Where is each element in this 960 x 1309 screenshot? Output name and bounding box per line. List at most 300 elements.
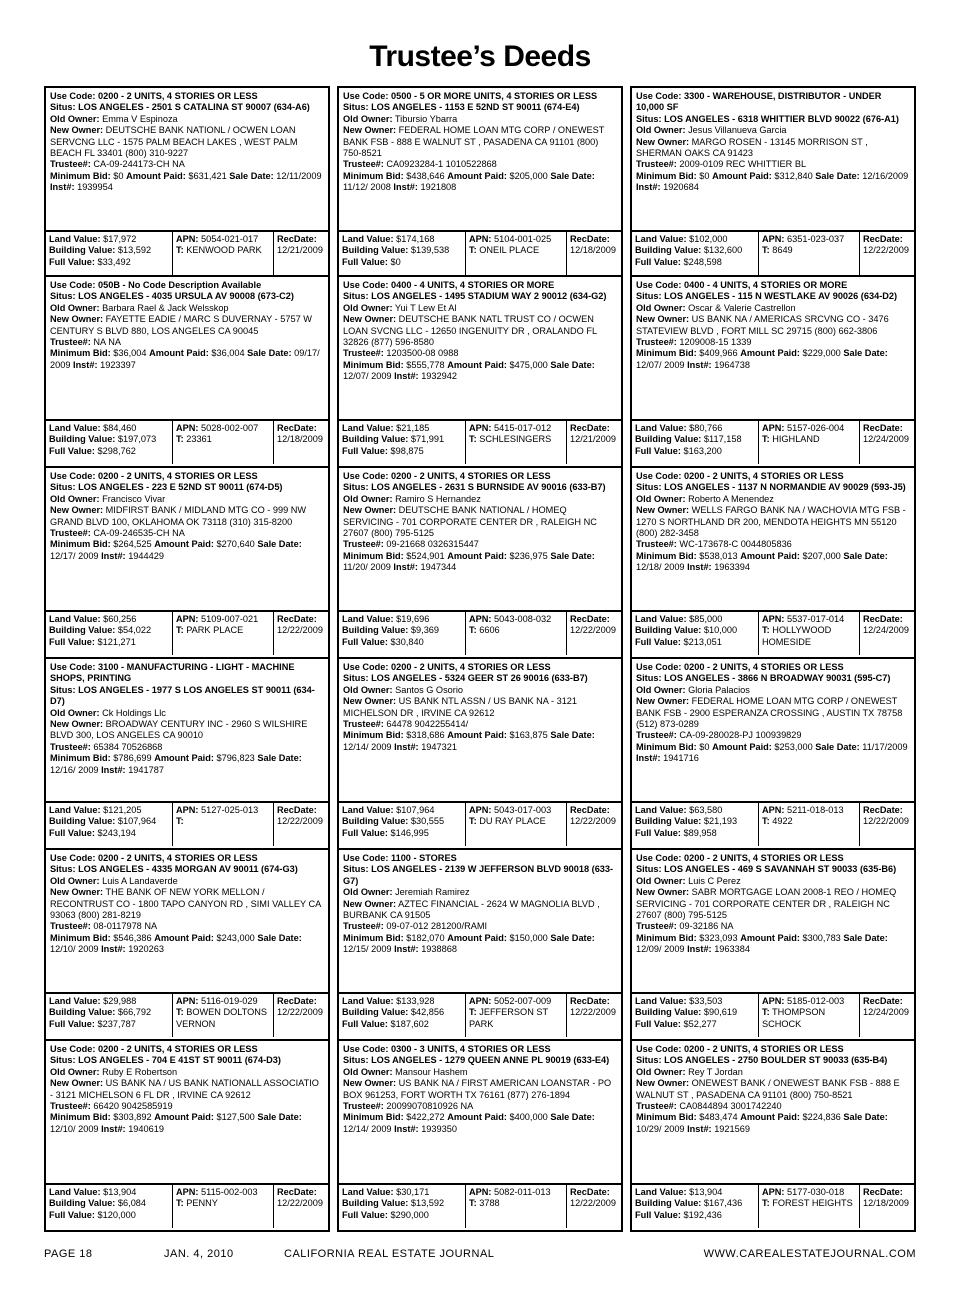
deed-record-values — [632, 803, 914, 846]
old-owner-label: Old Owner: — [636, 684, 686, 695]
use-code: Use Code: 0200 - 2 UNITS, 4 STORIES OR LESS — [50, 853, 258, 863]
amount-paid: $224,836 — [802, 1112, 841, 1123]
old-owner-label: Old Owner: — [343, 887, 393, 898]
recdate-label: RecDate: — [863, 805, 903, 815]
situs: Situs: LOS ANGELES - 704 E 41ST ST 90011 (674-D3) — [50, 1055, 281, 1066]
building-value-label: Building Value: — [342, 434, 409, 445]
inst-label: Inst#: — [636, 182, 661, 193]
trustee-line — [50, 528, 324, 539]
inst-label: Inst#: — [73, 359, 98, 370]
building-value: $167,436 — [703, 1198, 743, 1209]
old-owner: Yui T Lew Et Al — [394, 302, 457, 313]
new-owner-line — [636, 505, 910, 539]
apn-label: APN: — [762, 1187, 785, 1197]
amount-paid-label: Amount Paid: — [154, 753, 214, 764]
inst-number: 1941787 — [128, 764, 164, 775]
recdate-label: RecDate: — [570, 234, 610, 244]
deed-record-details — [632, 277, 914, 421]
amount-paid: $243,000 — [216, 932, 255, 943]
min-bid: $438,646 — [406, 170, 445, 181]
records-column — [337, 86, 623, 1234]
sale-date-label: Sale Date: — [843, 1112, 888, 1123]
sale-date-label: Sale Date: — [550, 359, 595, 370]
old-owner-line — [636, 494, 910, 505]
land-value: $29,988 — [103, 996, 137, 1006]
amount-paid-label: Amount Paid: — [447, 359, 507, 370]
deed-record-values — [46, 994, 328, 1037]
deed-record — [337, 1041, 623, 1232]
amount-paid-label: Amount Paid: — [447, 730, 507, 741]
new-owner-label: New Owner: — [343, 505, 397, 516]
footer-publication: CALIFORNIA REAL ESTATE JOURNAL — [284, 1248, 495, 1260]
tract: DU RAY PLACE — [479, 816, 546, 827]
old-owner-label: Old Owner: — [343, 113, 393, 124]
amount-paid-label: Amount Paid: — [740, 550, 800, 561]
full-value: $213,051 — [683, 636, 722, 647]
deed-record-details — [46, 277, 328, 421]
land-value: $60,256 — [103, 614, 137, 624]
inst-number: 1947321 — [421, 741, 457, 752]
apn-cell — [172, 232, 273, 275]
apn-label: APN: — [176, 996, 199, 1006]
tract-label: T: — [176, 1007, 184, 1018]
old-owner-label: Old Owner: — [50, 113, 100, 124]
tract: SCHLESINGERS — [479, 434, 552, 445]
old-owner-label: Old Owner: — [636, 875, 686, 886]
new-owner-label: New Owner: — [636, 696, 690, 707]
apn: 5115-002-003 — [201, 1187, 258, 1197]
land-value-label: Land Value: — [49, 805, 101, 815]
new-owner-label: New Owner: — [343, 125, 397, 136]
deed-record-details — [632, 659, 914, 803]
min-bid-label: Minimum Bid: — [50, 348, 111, 359]
old-owner: Francisco Vivar — [102, 493, 166, 504]
new-owner-line — [50, 125, 324, 159]
building-value-label: Building Value: — [635, 1007, 702, 1018]
new-owner-label: New Owner: — [343, 314, 397, 325]
full-value-label: Full Value: — [635, 1018, 681, 1029]
deed-record — [337, 850, 623, 1041]
apn: 5537-017-014 — [787, 614, 845, 624]
min-bid: $0 — [699, 170, 710, 181]
recdate-label: RecDate: — [277, 234, 317, 244]
apn-cell — [758, 232, 859, 275]
new-owner: US BANK NA / US BANK NATIONALL ASSOCIATIO - 3121 MICHELSON 6 FL DR , IRVINE CA 92612 — [50, 1078, 319, 1100]
tract: 8649 — [772, 245, 793, 256]
trustee-line — [343, 159, 617, 170]
amount-paid: $475,000 — [509, 359, 548, 370]
tract-label: T: — [762, 816, 770, 827]
deed-record-values — [339, 612, 621, 655]
recdate-cell — [566, 1185, 621, 1228]
sale-date-label: Sale Date: — [843, 932, 888, 943]
land-value: $17,972 — [103, 234, 137, 244]
old-owner-line — [636, 1067, 910, 1078]
bid-line — [636, 348, 910, 371]
trustee-label: Trustee#: — [343, 1101, 384, 1112]
sale-date-label: Sale Date: — [815, 741, 860, 752]
deed-record — [44, 277, 330, 468]
tract: THOMPSON SCHOCK — [762, 1007, 826, 1029]
apn-cell — [758, 994, 859, 1037]
trustee-line — [50, 159, 324, 170]
amount-paid-label: Amount Paid: — [154, 932, 214, 943]
full-value: $290,000 — [390, 1209, 429, 1220]
tract-label: T: — [762, 625, 770, 636]
situs: Situs: LOS ANGELES - 1279 QUEEN ANNE PL 90019 (633-E4) — [343, 1055, 610, 1066]
sale-date-label: Sale Date: — [247, 348, 292, 359]
min-bid-label: Minimum Bid: — [343, 170, 404, 181]
inst-number: 1939350 — [421, 1123, 457, 1134]
old-owner: Ck Holdings Llc — [102, 707, 166, 718]
amount-paid: $236,975 — [509, 550, 548, 561]
land-value-label: Land Value: — [49, 614, 101, 624]
trustee-number: 08-0117978 NA — [93, 921, 158, 932]
recdate-label: RecDate: — [570, 423, 610, 433]
situs: Situs: LOS ANGELES - 3866 N BROADWAY 90031 (595-C7) — [636, 673, 891, 684]
tract-label: T: — [176, 625, 184, 636]
situs: Situs: LOS ANGELES - 2501 S CATALINA ST 90007 (634-A6) — [50, 102, 310, 113]
trustee-number: 1203500-08 0988 — [386, 348, 459, 359]
inst-number: 1920684 — [663, 182, 699, 193]
inst-number: 1944429 — [128, 550, 164, 561]
apn-cell — [465, 1185, 566, 1228]
land-value-label: Land Value: — [49, 996, 101, 1006]
old-owner: Mansour Hashem — [395, 1066, 468, 1077]
values-cell — [46, 612, 172, 655]
deed-record-details — [46, 1041, 328, 1185]
new-owner-line — [343, 1078, 617, 1101]
use-code: Use Code: 050B - No Code Description Available — [50, 280, 262, 290]
full-value-label: Full Value: — [342, 636, 388, 647]
building-value-label: Building Value: — [342, 1198, 409, 1209]
sale-date-label: Sale Date: — [550, 932, 595, 943]
trustee-number: 20099070810926 NA — [386, 1101, 474, 1112]
old-owner-label: Old Owner: — [636, 1066, 686, 1077]
full-value: $248,598 — [683, 256, 722, 267]
recdate: 12/21/2009 — [277, 245, 323, 256]
bid-line — [50, 753, 324, 776]
trustee-label: Trustee#: — [343, 348, 384, 359]
deed-record — [337, 277, 623, 468]
recdate-cell — [273, 612, 328, 655]
deed-record — [44, 1041, 330, 1232]
trustee-label: Trustee#: — [636, 159, 677, 170]
old-owner-label: Old Owner: — [343, 1066, 393, 1077]
values-cell — [339, 612, 465, 655]
footer-page-number: PAGE 18 — [44, 1248, 93, 1260]
amount-paid-label: Amount Paid: — [154, 1112, 214, 1123]
trustee-label: Trustee#: — [636, 921, 677, 932]
values-cell — [632, 994, 758, 1037]
recdate: 12/22/2009 — [570, 1198, 616, 1209]
trustee-line — [636, 337, 910, 348]
use-code: Use Code: 0200 - 2 UNITS, 4 STORIES OR LESS — [50, 1044, 258, 1054]
recdate: 12/18/2009 — [863, 1198, 909, 1209]
new-owner-label: New Owner: — [343, 898, 397, 909]
old-owner: Roberto A Menendez — [688, 493, 774, 504]
trustee-line — [50, 337, 324, 348]
amount-paid-label: Amount Paid: — [154, 539, 214, 550]
recdate: 12/22/2009 — [277, 1007, 323, 1018]
values-cell — [46, 994, 172, 1037]
amount-paid-label: Amount Paid: — [740, 1112, 800, 1123]
inst-label: Inst#: — [393, 562, 418, 573]
min-bid: $264,525 — [113, 539, 152, 550]
tract: PARK PLACE — [186, 625, 244, 636]
building-value: $10,000 — [703, 625, 738, 636]
inst-number: 1938868 — [421, 944, 457, 955]
old-owner: Rey T Jordan — [688, 1066, 743, 1077]
min-bid-label: Minimum Bid: — [343, 359, 404, 370]
old-owner: Jesus Villanueva Garcia — [688, 125, 787, 136]
building-value-label: Building Value: — [49, 1007, 116, 1018]
recdate: 12/22/2009 — [277, 816, 323, 827]
land-value: $30,171 — [396, 1187, 430, 1197]
tract-label: T: — [469, 245, 477, 256]
sale-date: 11/20/ 2009 — [343, 562, 391, 573]
bid-line — [636, 1112, 910, 1135]
building-value: $21,193 — [703, 816, 738, 827]
trustee-label: Trustee#: — [343, 159, 384, 170]
use-code: Use Code: 0400 - 4 UNITS, 4 STORIES OR MORE — [636, 280, 848, 290]
use-code: Use Code: 0200 - 2 UNITS, 4 STORIES OR LESS — [50, 91, 258, 101]
inst-label: Inst#: — [101, 1123, 126, 1134]
amount-paid: $796,823 — [216, 753, 255, 764]
deed-record — [44, 468, 330, 659]
deed-record — [337, 659, 623, 850]
recdate-label: RecDate: — [570, 805, 610, 815]
building-value-label: Building Value: — [49, 625, 116, 636]
min-bid-label: Minimum Bid: — [50, 170, 111, 181]
apn-label: APN: — [176, 805, 199, 815]
apn-label: APN: — [762, 234, 785, 244]
old-owner-label: Old Owner: — [50, 1066, 100, 1077]
land-value-label: Land Value: — [635, 234, 687, 244]
land-value-label: Land Value: — [49, 234, 101, 244]
values-cell — [632, 232, 758, 275]
building-value: $197,073 — [117, 434, 157, 445]
records-column — [44, 86, 330, 1234]
trustee-line — [50, 742, 324, 753]
min-bid: $323,093 — [699, 932, 738, 943]
sale-date: 12/16/2009 — [862, 170, 909, 181]
tract: JEFFERSON ST PARK — [469, 1007, 548, 1029]
recdate-label: RecDate: — [863, 234, 903, 244]
inst-number: 1947344 — [420, 562, 457, 573]
land-value: $13,904 — [103, 1187, 137, 1197]
sale-date: 12/10/ 2009 — [50, 1123, 99, 1134]
apn: 5211-018-013 — [787, 805, 844, 815]
sale-date-label: Sale Date: — [550, 1112, 595, 1123]
situs: Situs: LOS ANGELES - 2631 S BURNSIDE AV 90016 (633-B7) — [343, 482, 606, 493]
footer-date: JAN. 4, 2010 — [164, 1248, 234, 1260]
deed-record-details — [46, 88, 328, 232]
land-value-label: Land Value: — [342, 234, 394, 244]
sale-date: 12/07/ 2009 — [636, 359, 685, 370]
new-owner: FEDERAL HOME LOAN MTG CORP / ONEWEST BANK FSB - 888 E WALNUT ST , PASADENA CA 91101 (800) 750-8521 — [343, 125, 605, 159]
new-owner-label: New Owner: — [636, 314, 690, 325]
new-owner-label: New Owner: — [50, 314, 104, 325]
situs: Situs: LOS ANGELES - 6318 WHITTIER BLVD 90022 (676-A1) — [636, 113, 899, 124]
recdate: 12/18/2009 — [277, 434, 323, 445]
land-value: $33,503 — [689, 996, 723, 1006]
sale-date-label: Sale Date: — [257, 539, 302, 550]
tract-label: T: — [469, 816, 477, 827]
land-value-label: Land Value: — [635, 614, 687, 624]
min-bid: $422,272 — [406, 1112, 445, 1123]
apn: 5043-008-032 — [494, 614, 552, 624]
min-bid: $303,892 — [113, 1112, 152, 1123]
tract-label: T: — [762, 1007, 770, 1018]
trustee-number: 09-32186 NA — [679, 921, 734, 932]
values-cell — [339, 1185, 465, 1228]
deed-record-values — [46, 803, 328, 846]
recdate-cell — [273, 421, 328, 464]
trustee-label: Trustee#: — [636, 539, 677, 550]
bid-line — [636, 742, 910, 765]
recdate: 12/22/2009 — [863, 245, 909, 256]
recdate: 12/22/2009 — [277, 625, 323, 636]
min-bid-label: Minimum Bid: — [636, 170, 697, 181]
recdate: 12/22/2009 — [277, 1198, 323, 1209]
trustee-label: Trustee#: — [343, 539, 384, 550]
recdate-cell — [273, 1185, 328, 1228]
amount-paid-label: Amount Paid: — [447, 932, 507, 943]
new-owner: BROADWAY CENTURY INC - 2960 S WILSHIRE BLVD 300, LOS ANGELES CA 90010 — [50, 719, 308, 741]
apn-cell — [465, 803, 566, 846]
full-value: $33,492 — [97, 256, 131, 267]
full-value: $163,200 — [683, 445, 722, 456]
trustee-label: Trustee#: — [50, 741, 91, 752]
old-owner-label: Old Owner: — [343, 302, 393, 313]
bid-line — [50, 1112, 324, 1135]
apn-label: APN: — [176, 614, 199, 624]
inst-label: Inst#: — [687, 359, 712, 370]
land-value-label: Land Value: — [635, 1187, 687, 1197]
amount-paid-label: Amount Paid: — [740, 932, 800, 943]
recdate-label: RecDate: — [277, 996, 317, 1006]
apn: 5127-025-013 — [201, 805, 259, 815]
values-cell — [46, 1185, 172, 1228]
apn: 5028-002-007 — [201, 423, 259, 433]
building-value-label: Building Value: — [635, 625, 702, 636]
trustee-number: CA-09-244173-CH NA — [93, 159, 185, 170]
recdate-cell — [273, 803, 328, 846]
tract-label: T: — [469, 625, 477, 636]
old-owner-label: Old Owner: — [636, 493, 686, 504]
sale-date-label: Sale Date: — [550, 730, 595, 741]
tract: KENWOOD PARK — [186, 245, 262, 256]
tract: ONEIL PLACE — [479, 245, 540, 256]
sale-date-label: Sale Date: — [815, 170, 860, 181]
old-owner-line — [50, 1067, 324, 1078]
full-value-label: Full Value: — [342, 827, 388, 838]
land-value-label: Land Value: — [342, 805, 394, 815]
situs: Situs: LOS ANGELES - 223 E 52ND ST 90011 (674-D5) — [50, 482, 283, 493]
old-owner-line — [343, 1067, 617, 1078]
apn-label: APN: — [176, 234, 199, 244]
footer-website: WWW.CAREALESTATEJOURNAL.COM — [703, 1248, 916, 1260]
building-value: $117,158 — [703, 434, 742, 445]
apn-label: APN: — [469, 805, 492, 815]
full-value-label: Full Value: — [49, 636, 95, 647]
land-value-label: Land Value: — [49, 423, 101, 433]
situs: Situs: LOS ANGELES - 4335 MORGAN AV 90011 (674-G3) — [50, 864, 298, 875]
apn-cell — [758, 803, 859, 846]
new-owner: MARGO ROSEN - 13145 MORRISON ST , SHERMAN OAKS CA 91423 — [636, 136, 868, 159]
sale-date: 11/12/ 2008 — [343, 182, 391, 193]
values-cell — [339, 994, 465, 1037]
tract: 6606 — [479, 625, 500, 636]
old-owner-label: Old Owner: — [343, 493, 393, 504]
inst-label: Inst#: — [50, 182, 75, 193]
bid-line — [50, 933, 324, 956]
building-value-label: Building Value: — [49, 434, 116, 445]
recdate: 12/18/2009 — [570, 245, 616, 256]
building-value-label: Building Value: — [635, 434, 702, 445]
apn: 5185-012-003 — [787, 996, 845, 1006]
use-code: Use Code: 0200 - 2 UNITS, 4 STORIES OR LESS — [636, 662, 844, 672]
trustee-label: Trustee#: — [343, 719, 384, 730]
sale-date-label: Sale Date: — [843, 550, 888, 561]
apn-label: APN: — [762, 423, 785, 433]
inst-label: Inst#: — [101, 944, 126, 955]
amount-paid: $205,000 — [509, 170, 548, 181]
trustee-number: NA NA — [93, 337, 121, 348]
tract-label: T: — [176, 434, 184, 445]
trustee-line — [50, 1101, 324, 1112]
values-cell — [339, 421, 465, 464]
deed-record — [630, 86, 916, 277]
full-value-label: Full Value: — [342, 256, 388, 267]
use-code: Use Code: 0500 - 5 OR MORE UNITS, 4 STORIES OR LESS — [343, 91, 598, 101]
apn: 5415-017-012 — [494, 423, 552, 433]
new-owner-line — [50, 314, 324, 337]
recdate-label: RecDate: — [863, 423, 903, 433]
trustee-number: 09-21668 0326315447 — [386, 539, 479, 550]
land-value-label: Land Value: — [49, 1187, 101, 1197]
values-cell — [632, 421, 758, 464]
new-owner-line — [50, 505, 324, 528]
min-bid: $318,686 — [406, 730, 445, 741]
land-value: $21,185 — [396, 423, 430, 433]
min-bid-label: Minimum Bid: — [343, 730, 404, 741]
apn-cell — [465, 994, 566, 1037]
amount-paid: $631,421 — [188, 170, 227, 181]
trustee-number: WC-173678-C 0044805836 — [679, 539, 792, 550]
deed-record-values — [46, 421, 328, 464]
old-owner: Emma V Espinoza — [102, 113, 178, 124]
trustee-label: Trustee#: — [636, 1101, 677, 1112]
new-owner-line — [636, 1078, 910, 1101]
amount-paid-label: Amount Paid: — [447, 1112, 507, 1123]
full-value-label: Full Value: — [635, 636, 681, 647]
use-code: Use Code: 0200 - 2 UNITS, 4 STORIES OR LESS — [636, 853, 844, 863]
old-owner-label: Old Owner: — [636, 302, 686, 313]
sale-date: 12/18/ 2009 — [636, 562, 685, 573]
records-grid — [44, 86, 916, 1234]
values-cell — [339, 803, 465, 846]
tract: PENNY — [186, 1198, 218, 1209]
old-owner-line — [50, 494, 324, 505]
full-value: $121,271 — [97, 636, 136, 647]
new-owner-label: New Owner: — [50, 505, 104, 516]
apn-cell — [172, 1185, 273, 1228]
trustee-number: 09-07-012 281200/RAMI — [386, 921, 488, 932]
recdate: 12/24/2009 — [863, 625, 909, 636]
land-value: $102,000 — [689, 234, 728, 244]
